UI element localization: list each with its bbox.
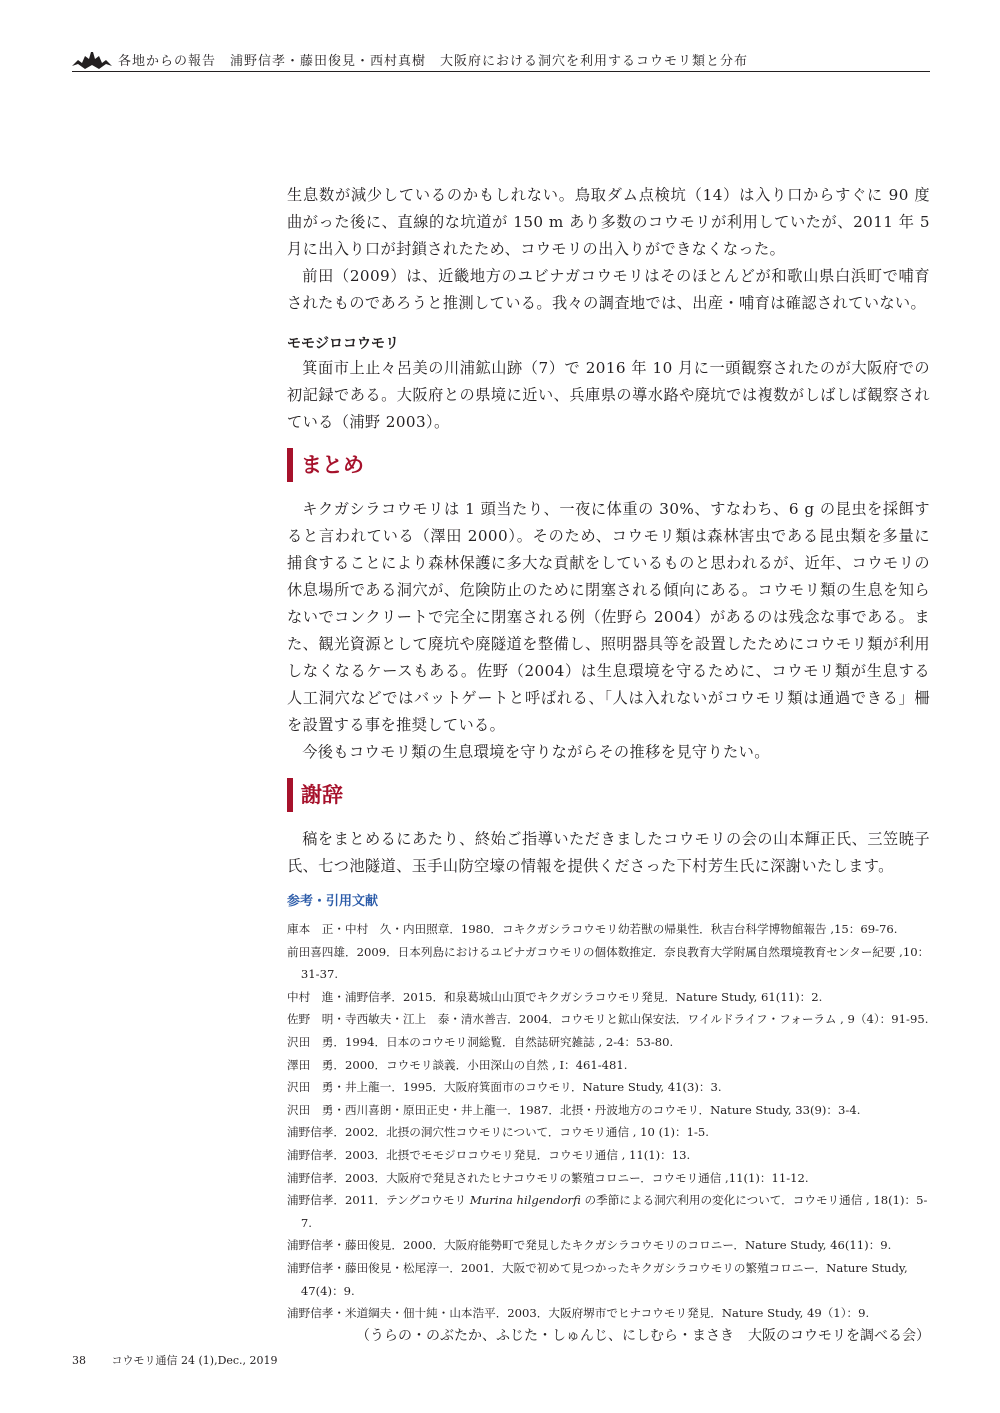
- section-heading-summary: まとめ: [287, 448, 930, 482]
- journal-citation: コウモリ通信 24 (1),Dec., 2019: [111, 1354, 278, 1367]
- reference-item: 佐野 明・寺西敏夫・江上 泰・清水善吉．2004．コウモリと鉱山保安法．ワイルドライフ・フォーラム , 9（4）：91-95.: [287, 1012, 929, 1027]
- section-heading-thanks: 謝辞: [287, 778, 930, 812]
- references-heading: 参考・引用文献: [287, 894, 379, 909]
- species-paragraph: 箕面市上止々呂美の川浦鉱山跡（7）で 2016 年 10 月に一頭観察されたのが大阪府での初記録である。大阪府との県境に近い、兵庫県の導水路や廃坑では複数がしばしば観察されている（浦野 2003）。: [287, 359, 930, 431]
- reference-item: 前田喜四雄．2009．日本列島におけるユビナガコウモリの個体数推定．奈良教育大学附属自然環境教育センター紀要 ,10：31-37.: [287, 944, 930, 982]
- article-body: [287, 182, 930, 1347]
- reference-item: 浦野信孝．2003．大阪府で発見されたヒナコウモリの繁殖コロニー．コウモリ通信 ,11(1)：11-12.: [287, 1170, 809, 1185]
- running-header: [72, 44, 930, 74]
- reference-item: 中村 進・浦野信孝．2015．和泉葛城山山頂でキクガシラコウモリ発見．Nature Study, 61(11)：2.: [287, 989, 823, 1004]
- reference-item: 浦野信孝．2003．北摂でモモジロコウモリ発見．コウモリ通信 , 11(1)：13.: [287, 1147, 691, 1162]
- reference-item: 沢田 勇・井上龍一．1995．大阪府箕面市のコウモリ．Nature Study, 41(3)：3.: [287, 1080, 722, 1095]
- page-footer: [72, 1352, 300, 1368]
- reference-item: 浦野信孝・藤田俊見．2000．大阪府能勢町で発見したキクガシラコウモリのコロニー．Nature Study, 46(11)：9.: [287, 1238, 892, 1253]
- scientific-name: Murina hilgendorfi: [469, 1193, 581, 1208]
- reference-item: 浦野信孝．2002．北摂の洞穴性コウモリについて．コウモリ通信 , 10 (1)：1-5.: [287, 1125, 709, 1140]
- intro-paragraph: 前田（2009）は、近畿地方のユビナガコウモリはそのほとんどが和歌山県白浜町で哺育されたものであろうと推測している。我々の調査地では、出産・哺育は確認されていない。: [287, 267, 930, 312]
- intro-paragraph: 生息数が減少しているのかもしれない。鳥取ダム点検坑（14）は入り口からすぐに 90 度曲がった後に、直線的な坑道が 150 m あり多数のコウモリが利用していたが、2011 年 5 月に出入り口が封鎖されたため、コウモリの出入りができなくなった。: [287, 186, 930, 258]
- reference-item: 庫本 正・中村 久・内田照章．1980．コキクガシラコウモリ幼若獣の帰巣性．秋吉台科学博物館報告 ,15：69-76.: [287, 922, 898, 936]
- thanks-paragraph: 稿をまとめるにあたり、終始ご指導いただきましたコウモリの会の山本輝正氏、三笠暁子氏、七つ池隧道、玉手山防空壕の情報を提供くださった下村芳生氏に深謝いたします。: [287, 830, 930, 875]
- reference-item: 沢田 勇．1994．日本のコウモリ洞総覧．自然誌研究雑誌 , 2-4：53-80.: [287, 1034, 674, 1049]
- reference-item: 沢田 勇・西川喜朗・原田正史・井上龍一．1987．北摂・丹波地方のコウモリ．Nature Study, 33(9)：3-4.: [287, 1102, 861, 1117]
- author-signature: （うらの・のぶたか、ふじた・しゅんじ、にしむら・まさき 大阪のコウモリを調べる会）: [356, 1327, 930, 1344]
- reference-list: [287, 918, 930, 1325]
- summary-paragraph: 今後もコウモリ類の生息環境を守りながらその推移を見守りたい。: [302, 743, 770, 761]
- header-rule: [72, 71, 930, 72]
- reference-item: 浦野信孝．2011．テングコウモリ Murina hilgendorfi の季節による洞穴利用の変化について．コウモリ通信 , 18(1)：5-7.: [287, 1193, 928, 1230]
- reference-item: 澤田 勇．2000．コウモリ談義．小田深山の自然 , Ⅰ：461-481.: [287, 1057, 628, 1072]
- page-number: 38: [72, 1354, 86, 1367]
- running-title: 各地からの報告 浦野信孝・藤田俊見・西村真樹 大阪府における洞穴を利用するコウモリ類と分布: [118, 54, 749, 69]
- bat-icon: [72, 44, 112, 72]
- reference-item: 浦野信孝・米道綱夫・佃十純・山本浩平．2003．大阪府堺市でヒナコウモリ発見．Nature Study, 49（1）：9.: [287, 1306, 870, 1321]
- species-heading: モモジロコウモリ: [287, 336, 399, 352]
- reference-item: 浦野信孝・藤田俊見・松尾淳一．2001．大阪で初めて見つかったキクガシラコウモリの繁殖コロニー．Nature Study, 47(4)：9.: [287, 1260, 908, 1298]
- summary-paragraph: キクガシラコウモリは 1 頭当たり、一夜に体重の 30%、すなわち、6 g の昆虫を採餌すると言われている（澤田 2000）。そのため、コウモリ類は森林害虫である昆虫類を多量に捕食することにより森林保護に多大な貢献をしているものと思われるが、近年、コウモリの休息場所である洞穴が、危険防止のために閉塞される傾向にある。コウモリ類の生息を知らないでコンクリートで完全に閉塞される例（佐野ら 2004）があるのは残念な事である。また、観光資源として廃坑や廃隧道を整備し、照明器具等を設置したためにコウモリ類が利用しなくなるケースもある。佐野（2004）は生息環境を守るために、コウモリ類が生息する人工洞穴などではバットゲートと呼ばれる、「人は入れないがコウモリ類は通過できる」柵を設置する事を推奨している。: [287, 500, 930, 734]
